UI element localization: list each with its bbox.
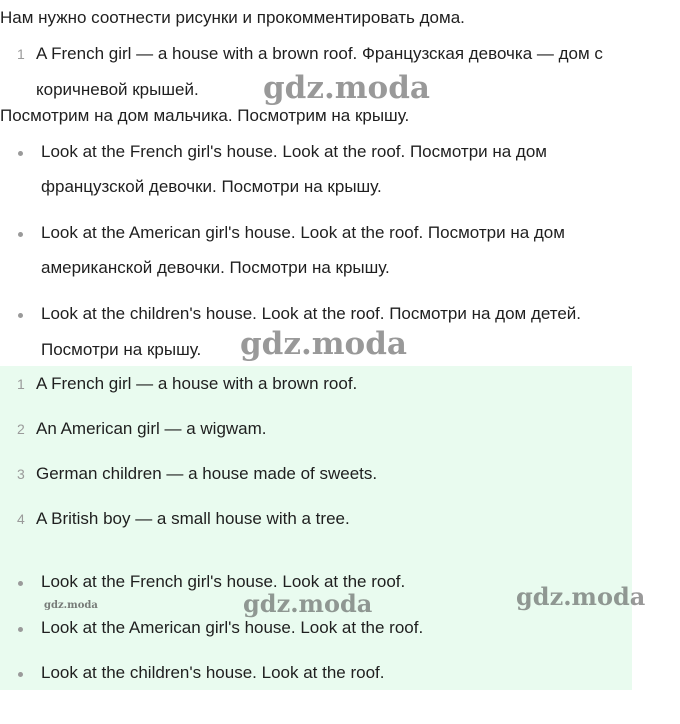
bullet-dot <box>18 672 23 677</box>
watermark-logo: gdz.moda <box>240 326 407 362</box>
watermark-logo: gdz.moda <box>44 600 98 611</box>
bullet-dot <box>18 581 23 586</box>
boy-house-text: Посмотрим на дом мальчика. Посмотрим на крышу. <box>0 106 410 125</box>
bullet-dot <box>18 232 23 237</box>
answer-text: A British boy — a small house with a tree. <box>36 509 350 528</box>
bullet-dot <box>18 151 23 156</box>
bullet-ru-2-line2: американской девочки. Посмотри на крышу. <box>41 258 390 277</box>
item-text-line2: коричневой крышей. <box>36 80 199 99</box>
answer-number: 2 <box>17 421 25 437</box>
answer-text: German children — a house made of sweets. <box>36 464 378 483</box>
watermark-logo: gdz.moda <box>263 70 430 106</box>
bullet-ru-1-line2: французской девочки. Посмотри на крышу. <box>41 177 382 196</box>
answer-number: 4 <box>17 511 25 527</box>
bullet-dot <box>18 313 23 318</box>
intro-text: Нам нужно соотнести рисунки и прокомментировать дома. <box>0 8 465 27</box>
bullet-dot <box>18 627 23 632</box>
bullet-ru-2-line1: Look at the American girl's house. Look at the roof. Посмотри на дом <box>41 223 565 242</box>
answer-number: 3 <box>17 466 25 482</box>
answer-text: An American girl — a wigwam. <box>36 419 267 438</box>
bullet-ru-3-line1: Look at the children's house. Look at the roof. Посмотри на дом детей. <box>41 304 582 323</box>
bullet-en-2: Look at the American girl's house. Look at the roof. <box>41 618 424 637</box>
bullet-ru-1-line1: Look at the French girl's house. Look at the roof. Посмотри на дом <box>41 142 547 161</box>
bullet-ru-3-line2: Посмотри на крышу. <box>41 340 202 359</box>
item-text-line1: A French girl — a house with a brown roof. Французская девочка — дом с <box>36 44 603 63</box>
answer-number: 1 <box>17 376 25 392</box>
answer-text: A French girl — a house with a brown roof. <box>36 374 358 393</box>
watermark-logo: gdz.moda <box>516 582 646 611</box>
item-number: 1 <box>17 46 25 62</box>
bullet-en-1: Look at the French girl's house. Look at the roof. <box>41 572 406 591</box>
bullet-en-3: Look at the children's house. Look at the roof. <box>41 663 385 682</box>
watermark-logo: gdz.moda <box>243 589 373 618</box>
